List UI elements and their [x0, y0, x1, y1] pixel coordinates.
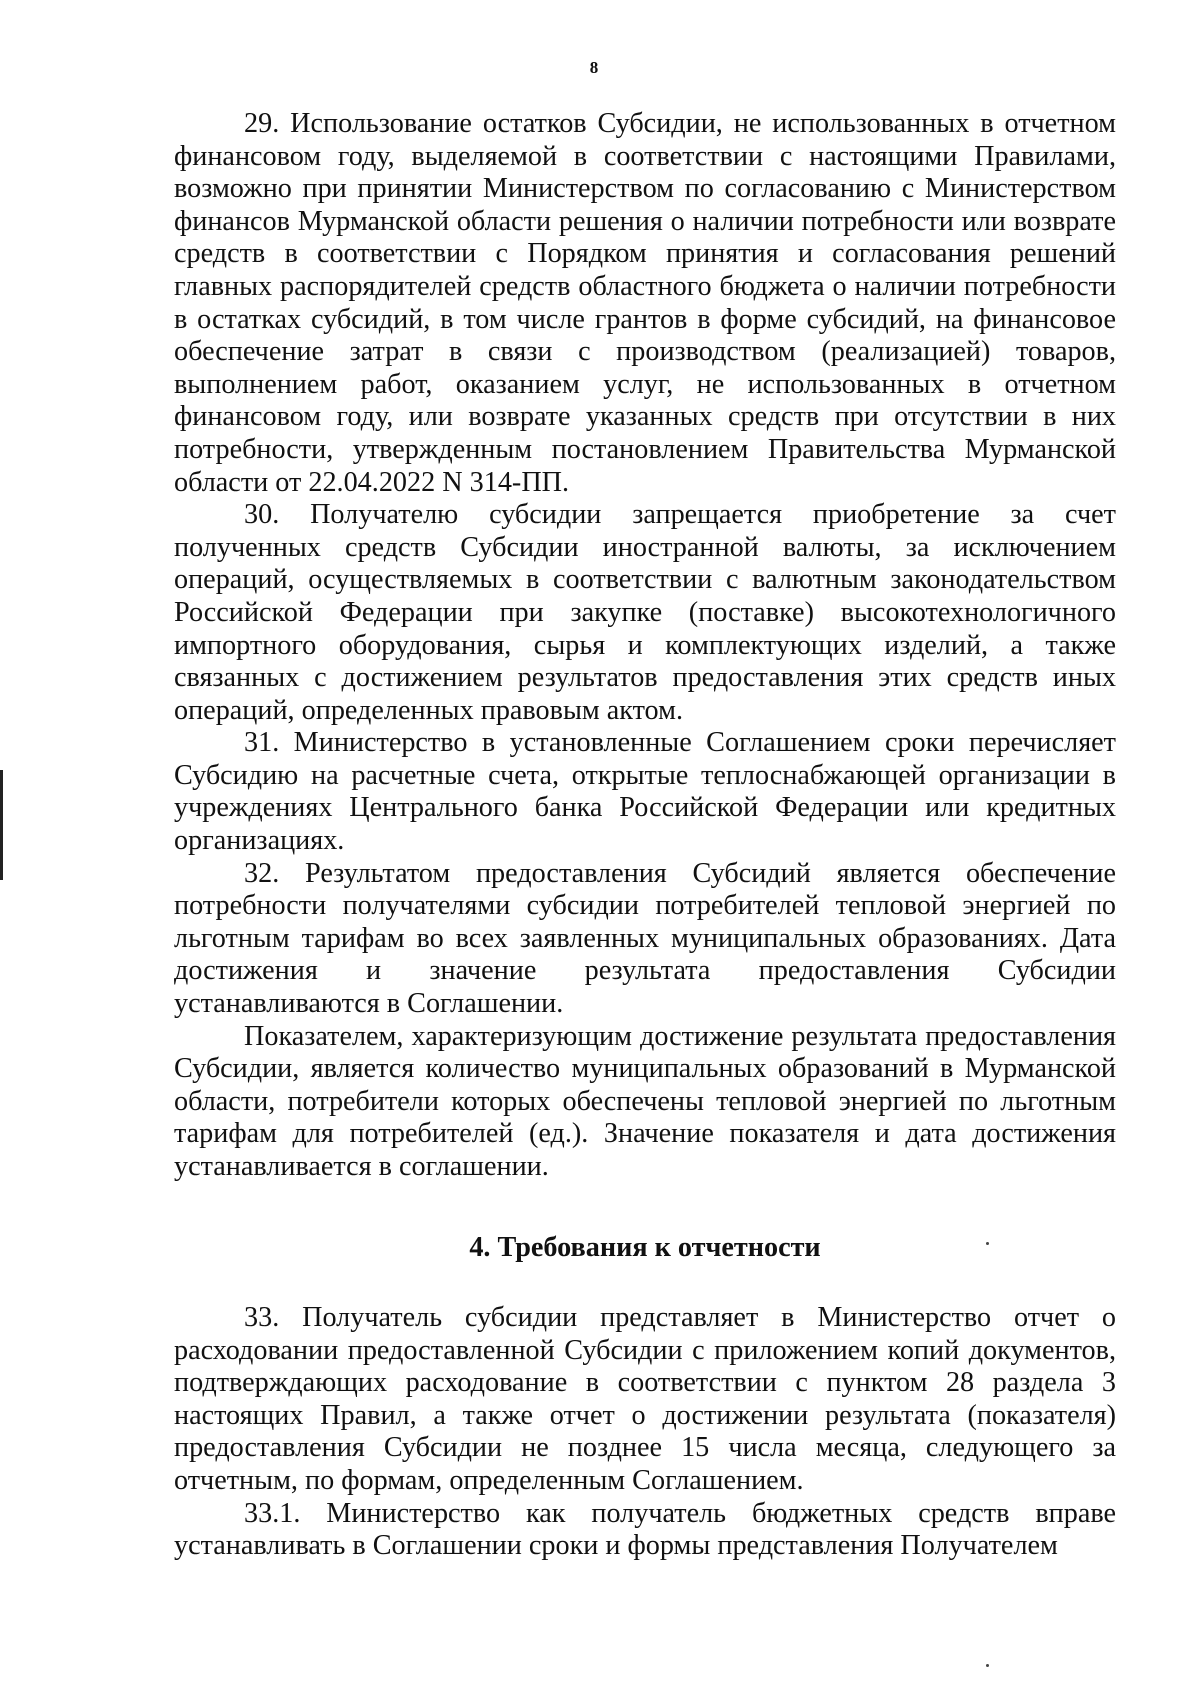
page-number: 8 — [589, 58, 599, 77]
scan-speck — [986, 1242, 989, 1245]
paragraph-33-1: 33.1. Министерство как получатель бюджетных средств вправе устанавливать в Соглашении сроки и формы представления Получателем — [174, 1497, 1116, 1562]
paragraph-31: 31. Министерство в установленные Соглашением сроки перечисляет Субсидию на расчетные счета, открытые теплоснабжающей организации в учреждениях Центрального банка Российской Федерации или кредитных организациях. — [174, 727, 1116, 857]
paragraph-30: 30. Получателю субсидии запрещается приобретение за счет полученных средств Субсидии иностранной валюты, за исключением операций, осуществляемых в соответствии с валютным законодательством Российской Федерации при закупке (поставке) высокотехнологичного импортного оборудования, сырья и комплектующих изделий, а также связанных с достижением результатов предоставления этих средств иных операций, определенных правовым актом. — [174, 499, 1116, 726]
section-heading: 4. Требования к отчетности — [469, 1232, 821, 1263]
document-body-upper — [174, 108, 1116, 1184]
paragraph-indicator: Показателем, характеризующим достижение результата предоставления Субсидии, является количество муниципальных образований в Мурманской области, потребители которых обеспечены тепловой энергией по льготным тарифам для потребителей (ед.). Значение показателя и дата достижения устанавливается в соглашении. — [174, 1020, 1116, 1182]
scan-speck — [986, 1664, 989, 1667]
paragraph-29: 29. Использование остатков Субсидии, не использованных в отчетном финансовом году, выделяемой в соответствии с настоящими Правилами, возможно при принятии Министерством по согласованию с Министерством финансов Мурманской области решения о наличии потребности или возврате средств в соответствии с Порядком принятия и согласования решений главных распорядителей средств областного бюджета о наличии потребности в остатках субсидий, в том числе грантов в форме субсидий, на финансовое обеспечение затрат в связи с производством (реализацией) товаров, выполнением работ, оказанием услуг, не использованных в отчетном финансовом году, или возврате указанных средств при отсутствии в них потребности, утвержденным постановлением Правительства Мурманской области от 22.04.2022 N 314-ПП. — [174, 108, 1116, 498]
paragraph-33: 33. Получатель субсидии представляет в Министерство отчет о расходовании предоставленной Субсидии с приложением копий документов, подтверждающих расходование в соответствии с пунктом 28 раздела 3 настоящих Правил, а также отчет о достижении результата (показателя) предоставления Субсидии не позднее 15 числа месяца, следующего за отчетным, по формам, определенным Соглашением. — [174, 1302, 1116, 1496]
document-body-lower — [174, 1302, 1116, 1563]
paragraph-32: 32. Результатом предоставления Субсидий является обеспечение потребности получателями субсидии потребителей тепловой энергией по льготным тарифам во всех заявленных муниципальных образованиях. Дата достижения и значение результата предоставления Субсидии устанавливаются в Соглашении. — [174, 857, 1116, 1020]
scan-margin-mark — [0, 770, 3, 880]
